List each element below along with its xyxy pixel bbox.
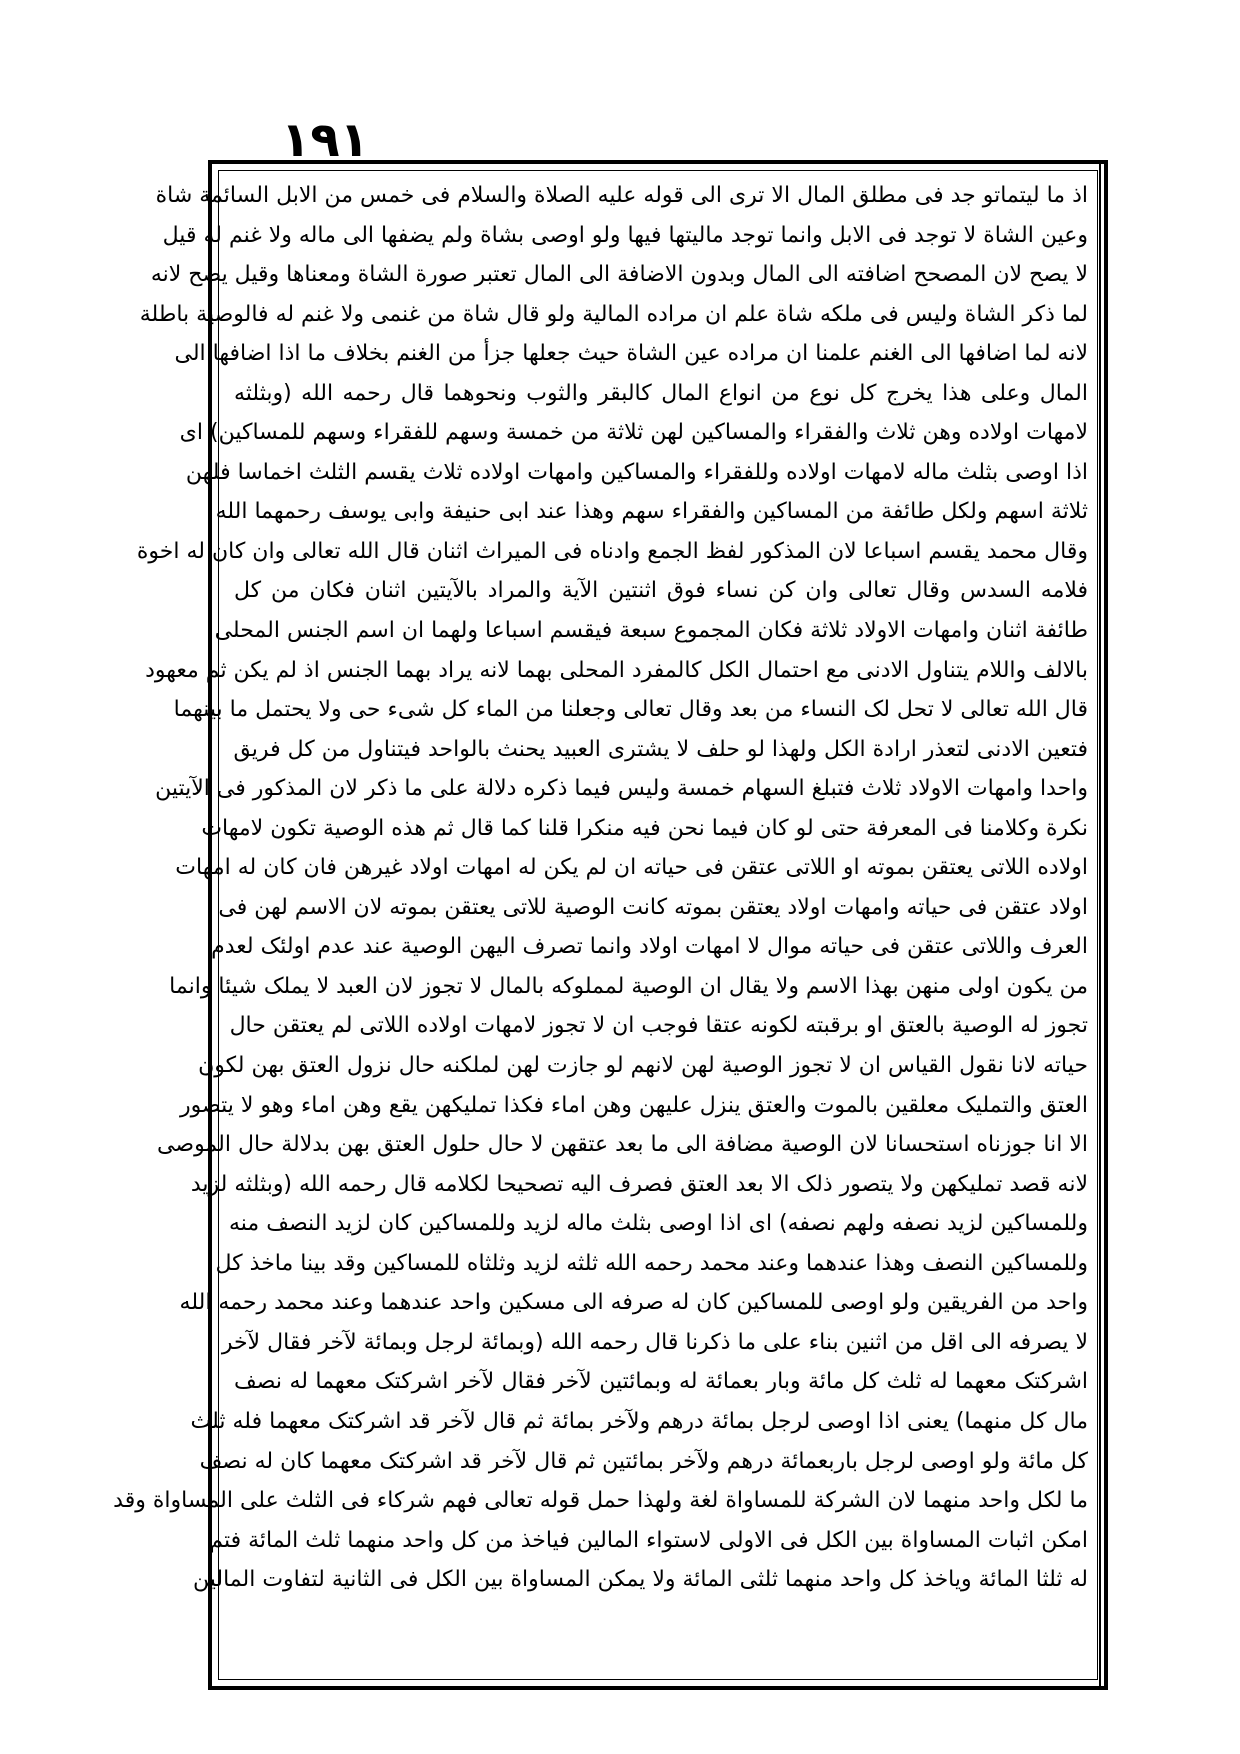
text-line: امکن اثبات المساواة بین الکل فی الاولی لاستواء المالین فیاخذ من کل واحد منهما ثلث المائة فتم [209,1527,1088,1553]
page-frame [113,160,1108,1690]
text-line: طائفة اثنان وامهات الاولاد ثلاثة فکان المجموع سبعة فیقسم اسباعا ولهما ان اسم الجنس المحلی [214,618,1088,644]
text-line: لانه قصد تملیکهن ولا یتصور ذلک الا بعد العتق فصرف الیه تصحیحا لکلامه قال رحمه الله (وبثلثه لزید [190,1171,1088,1197]
text-line: اذا اوصی بثلث ماله لامهات اولاده وللفقراء والمساکین وامهات اولاده ثلاث یقسم الثلث اخماسا فلهن [185,459,1088,485]
text-line: حیاته لانا نقول القیاس ان لا تجوز الوصیة لهن لانهم لو جازت لهن لملکنه حال نزول العتق بهن لکون [198,1053,1088,1079]
text-line: بالالف واللام یتناول الادنی مع احتمال الکل کالمفرد المحلی بهما لانه یراد بهما الجنس اذ لم یکن ثم معهود [145,657,1088,683]
text-line: نکرة وکلامنا فی المعرفة حتی لو کان فیما نحن فیه منکرا قلنا کما قال ثم هذه الوصیة تکون لامهات [201,815,1088,841]
page-number: ١٩١ [281,112,369,168]
text-line: العرف واللاتی عتقن فی حیاته موال لا امهات اولاد وانما تصرف الیهن الوصیة عند عدم اولئک لعدم [211,934,1088,960]
text-line: وللمساکین لزید نصفه ولهم نصفه) ای اذا اوصی بثلث ماله لزید وللمساکین کان لزید النصف منه [228,1211,1088,1237]
text-line: ما لکل واحد منهما لان الشرکة للمساواة لغة ولهذا حمل قوله تعالی فهم شرکاء فی الثلث علی المساواة وقد [113,1488,1088,1514]
text-body [113,176,1088,1676]
text-line: اولاد عتقن فی حیاته وامهات اولاد یعتقن بموته کانت الوصیة للاتی یعتقن بموته لان الاسم لهن فی [218,894,1088,920]
text-line: له ثلثا المائة ویاخذ کل واحد منهما ثلثی المائة ولا یمکن المساواة بین الکل فی الثانیة لتفاوت المالین [193,1567,1088,1593]
text-line: لامهات اولاده وهن ثلاث والفقراء والمساکین لهن ثلاثة من خمسة وسهم للفقراء وسهم للمساکین) ای [179,420,1088,446]
text-line: لانه لما اضافها الی الغنم علمنا ان مراده عین الشاة حیث جعلها جزأ من الغنم بخلاف ما اذا اضافها الی [174,341,1088,367]
text-line: اذ ما لیتماتو جد فی مطلق المال الا تری الی قوله علیه الصلاة والسلام فی خمس من الابل السائمة شاة [155,183,1088,208]
text-line: اولاده اللاتی یعتقن بموته او اللاتی عتقن فی حیاته ان لم یکن له امهات اولاد غیرهن فان کان له امهات [175,855,1088,881]
text-line: واحد من الفریقین ولو اوصی للمساکین کان له صرفه الی مسکین واحد عندهما وعند محمد رحمه الله [179,1290,1088,1316]
text-line: الا انا جوزناه استحسانا لان الوصیة مضافة الی ما بعد عتقهن لا حال حلول العتق بهن بدلالة حال الموصی [157,1132,1088,1158]
text-line: قال الله تعالی لا تحل لک النساء من بعد وقال تعالی وجعلنا من الماء کل شیء حی ولا یحتمل ما بینهما [173,697,1088,723]
text-line: وقال محمد یقسم اسباعا لان المذکور لفظ الجمع وادناه فی المیراث اثنان قال الله تعالی وان کان له اخوة [136,538,1088,564]
text-line: العتق والتملیک معلقین بالموت والعتق ینزل علیهن وهن اماء فکذا تملیکهن یقع وهن اماء وهو لا یتصور [180,1092,1088,1118]
text-line: المال وعلی هذا یخرج کل نوع من انواع المال کالبقر والثوب ونحوهما قال رحمه الله (وبثلثه [234,380,1088,406]
text-line: اشرکتک معهما له ثلث کل مائة وبار بعمائة له وبمائتین لآخر فقال لآخر اشرکتک معهما له نصف [234,1369,1088,1395]
text-line: واحدا وامهات الاولاد ثلاث فتبلغ السهام خمسة ولیس فیما ذکره دلالة علی ما ذکر لان المذکور فی الآیتین [155,776,1088,802]
text-line: وللمساکین النصف وهذا عندهما وعند محمد رحمه الله ثلثه لزید وثلثاه للمساکین وقد بینا ماخذ کل [215,1250,1088,1276]
text-line: ثلاثة اسهم ولکل طائفة من المساکین والفقراء سهم وهذا عند ابی حنیفة وابی یوسف رحمهما الله [215,499,1088,525]
text-line: فتعین الادنی لتعذر ارادة الکل ولهذا لو حلف لا یشتری العبید یحنث بالواحد فیتناول من کل فریق [233,736,1088,762]
text-line: فلامه السدس وقال تعالی وان کن نساء فوق اثنتین الآیة والمراد بالآیتین اثنان فکان من کل [234,578,1088,604]
text-line: من یکون اولی منهن بهذا الاسم ولا یقال ان الوصیة لمملوکه بالمال لا تجوز لان العبد لا یملک شیئا وانما [169,973,1088,999]
border-rule [1099,164,1101,1686]
text-line: لما ذکر الشاة ولیس فی ملکه شاة علم ان مراده المالیة ولو قال شاة من غنمی ولا غنم له فالوصیة باطلة [139,301,1088,327]
text-line: کل مائة ولو اوصی لرجل باربعمائة درهم ولآخر بمائتین ثم قال لآخر قد اشرکتک معهما کان له نصف [199,1448,1088,1474]
text-line: لا یصح لان المصحح اضافته الی المال وبدون الاضافة الی المال تعتبر صورة الشاة ومعناها وقیل یصح لانه [150,262,1088,288]
text-line: لا یصرفه الی اقل من اثنین بناء علی ما ذکرنا قال رحمه الله (وبمائة لرجل وبمائة لآخر فقال لآخر [221,1329,1088,1355]
text-line: مال کل منهما) یعنی اذا اوصی لرجل بمائة درهم ولآخر بمائة ثم قال لآخر قد اشرکتک معهما فله ثلث [190,1408,1088,1434]
text-line: تجوز له الوصیة بالعتق او برقبته لکونه عتقا فوجب ان لا تجوز لامهات اولاده اللاتی لم یعتقن حال [229,1013,1088,1039]
text-line: وعین الشاة لا توجد فی الابل وانما توجد مالیتها فیها ولو اوصی بشاة ولم یضفها الی ماله ولا غنم له قیل [162,222,1088,248]
